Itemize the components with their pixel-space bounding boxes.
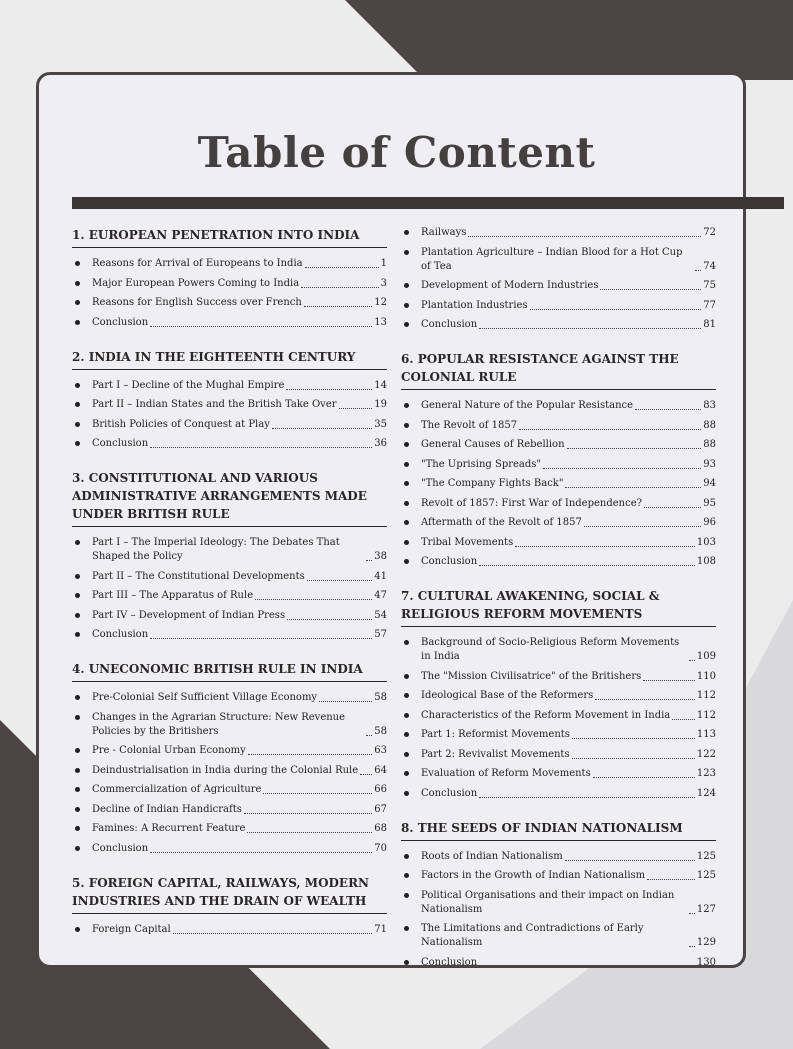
bullet-icon xyxy=(404,230,409,235)
entry-page-number: 19 xyxy=(374,399,387,410)
entry-page-number: 93 xyxy=(703,458,716,470)
bullet-icon xyxy=(404,854,409,859)
bullet-icon xyxy=(75,320,80,325)
dot-leader xyxy=(366,735,372,736)
entry-title: Part IV – Development of Indian Press xyxy=(92,609,286,621)
toc-entry[interactable] xyxy=(401,767,716,781)
bullet-icon xyxy=(75,927,80,932)
entry-page-number: 3 xyxy=(380,277,387,289)
bullet-icon xyxy=(75,768,80,773)
dot-leader xyxy=(479,328,701,329)
dot-leader xyxy=(150,447,372,448)
bullet-icon xyxy=(404,462,409,467)
toc-section xyxy=(401,226,716,332)
entry-page-number: 58 xyxy=(374,692,387,703)
dot-leader xyxy=(515,546,695,547)
bullet-icon xyxy=(75,807,80,812)
dot-leader xyxy=(479,565,695,566)
entry-title: Decline of Indian Handicrafts xyxy=(92,803,242,815)
entry-title: Major European Powers Coming to India xyxy=(92,277,300,289)
bullet-icon xyxy=(404,674,409,679)
dot-leader xyxy=(319,701,372,702)
dot-leader xyxy=(647,879,695,880)
entry-title: Conclusion xyxy=(92,629,149,640)
bullet-icon xyxy=(75,383,80,388)
bullet-icon xyxy=(404,640,409,645)
toc-entry[interactable] xyxy=(401,728,716,742)
entry-title: Factors in the Growth of Indian Nationalism xyxy=(421,870,646,881)
toc-entry[interactable] xyxy=(401,516,716,530)
entry-title: Tribal Movements xyxy=(421,536,514,548)
dot-leader xyxy=(689,660,695,661)
entry-page-number: 58 xyxy=(374,725,387,737)
toc-entry[interactable] xyxy=(401,889,716,917)
toc-entry[interactable] xyxy=(401,419,716,433)
entry-title: Deindustrialisation in India during the Colonial Rule xyxy=(92,764,359,776)
toc-entry[interactable] xyxy=(401,458,716,472)
dot-leader xyxy=(643,680,695,681)
entry-page-number: 83 xyxy=(703,400,716,411)
bullet-icon xyxy=(75,261,80,266)
bullet-icon xyxy=(404,693,409,698)
page-title: Table of Content xyxy=(197,128,596,177)
dot-leader xyxy=(247,832,372,833)
entry-page-number: 1 xyxy=(380,258,387,269)
bullet-icon xyxy=(404,873,409,878)
bullet-icon xyxy=(404,423,409,428)
toc-section xyxy=(72,469,387,642)
bullet-icon xyxy=(75,632,80,637)
dot-leader xyxy=(150,326,372,327)
toc-entry[interactable] xyxy=(401,299,716,313)
entry-page-number: 47 xyxy=(374,590,387,601)
entry-title: Plantation Industries xyxy=(421,299,528,311)
bullet-icon xyxy=(404,540,409,545)
toc-entry[interactable] xyxy=(401,246,716,274)
toc-entry[interactable] xyxy=(401,787,716,801)
dot-leader xyxy=(695,270,701,271)
bullet-icon xyxy=(404,791,409,796)
entry-title: Pre - Colonial Urban Economy xyxy=(92,745,246,756)
section-heading: 2. INDIA IN THE EIGHTEENTH CENTURY xyxy=(72,348,387,370)
entry-title: Characteristics of the Reform Movement in India xyxy=(421,709,671,721)
entry-page-number: 112 xyxy=(696,709,716,721)
entry-title: "The Uprising Spreads" xyxy=(421,458,542,470)
toc-entry[interactable] xyxy=(401,922,716,950)
toc-entry[interactable] xyxy=(401,956,716,970)
entry-title: Reasons for Arrival of Europeans to India xyxy=(92,258,303,269)
entry-title: Conclusion xyxy=(92,438,149,449)
entry-page-number: 130 xyxy=(696,956,716,968)
dot-leader xyxy=(543,468,701,469)
dot-leader xyxy=(150,852,372,853)
toc-entry[interactable] xyxy=(72,536,387,564)
entry-page-number: 77 xyxy=(703,299,716,311)
toc-entry[interactable] xyxy=(72,822,387,836)
toc-right-column xyxy=(401,226,716,988)
toc-entry[interactable] xyxy=(72,764,387,778)
entry-page-number: 70 xyxy=(374,842,387,854)
bullet-icon xyxy=(75,300,80,305)
dot-leader xyxy=(468,236,701,237)
entry-title: British Policies of Conquest at Play xyxy=(92,418,270,430)
entry-title: Part II – The Constitutional Developments xyxy=(92,570,305,582)
bullet-icon xyxy=(404,322,409,327)
toc-section xyxy=(401,587,716,801)
toc-entry[interactable] xyxy=(72,257,387,271)
bullet-icon xyxy=(404,732,409,737)
entry-title: Conclusion xyxy=(92,842,149,854)
entry-title: Part 2: Revivalist Movements xyxy=(421,748,570,760)
toc-entry[interactable] xyxy=(72,296,387,310)
entry-page-number: 57 xyxy=(374,629,387,640)
dot-leader xyxy=(689,946,695,947)
toc-section xyxy=(72,226,387,330)
entry-page-number: 74 xyxy=(703,260,716,272)
entry-title: Part III – The Apparatus of Rule xyxy=(92,590,254,601)
toc-entry[interactable] xyxy=(401,318,716,332)
entry-page-number: 64 xyxy=(374,764,387,776)
bullet-icon xyxy=(75,593,80,598)
bullet-icon xyxy=(404,442,409,447)
section-heading: 8. THE SEEDS OF INDIAN NATIONALISM xyxy=(401,819,716,841)
entry-title: Ideological Base of the Reformers xyxy=(421,690,594,701)
toc-entry[interactable] xyxy=(72,316,387,330)
toc-left-column xyxy=(72,226,387,955)
toc-entry[interactable] xyxy=(72,277,387,291)
toc-entry[interactable] xyxy=(72,783,387,797)
toc-entry[interactable] xyxy=(401,497,716,511)
toc-entry[interactable] xyxy=(401,670,716,684)
entry-page-number: 125 xyxy=(696,850,716,862)
entry-title: Political Organisations and their impact on Indian Nationalism xyxy=(421,889,675,915)
dot-leader xyxy=(565,860,695,861)
entry-title: Conclusion xyxy=(421,556,478,567)
entry-page-number: 14 xyxy=(374,379,387,391)
dot-leader xyxy=(689,913,695,914)
entry-title: Revolt of 1857: First War of Independence? xyxy=(421,497,642,509)
entry-title: Conclusion xyxy=(92,316,149,328)
toc-entry[interactable] xyxy=(401,555,716,569)
bullet-icon xyxy=(75,715,80,720)
dot-leader xyxy=(244,813,372,814)
entry-page-number: 88 xyxy=(703,439,716,450)
toc-entry[interactable] xyxy=(72,842,387,856)
bullet-icon xyxy=(404,771,409,776)
entry-page-number: 63 xyxy=(374,745,387,756)
entry-page-number: 95 xyxy=(703,497,716,509)
dot-leader xyxy=(519,429,701,430)
entry-page-number: 112 xyxy=(696,690,716,701)
entry-page-number: 129 xyxy=(696,937,716,948)
bullet-icon xyxy=(75,613,80,618)
entry-title: The "Mission Civilisatrice" of the Britishers xyxy=(421,670,642,682)
dot-leader xyxy=(248,754,373,755)
section-heading: 3. CONSTITUTIONAL AND VARIOUS ADMINISTRATIVE ARRANGEMENTS MADE UNDER BRITISH RULE xyxy=(72,469,387,527)
entry-page-number: 88 xyxy=(703,419,716,431)
toc-entry[interactable] xyxy=(72,398,387,412)
entry-title: General Causes of Rebellion xyxy=(421,439,565,450)
bullet-icon xyxy=(404,893,409,898)
entry-title: The Revolt of 1857 xyxy=(421,419,518,431)
toc-entry[interactable] xyxy=(72,589,387,603)
entry-title: Famines: A Recurrent Feature xyxy=(92,823,246,834)
entry-page-number: 38 xyxy=(374,551,387,562)
entry-title: Part I – The Imperial Ideology: The Debates That Shaped the Policy xyxy=(92,537,340,562)
entry-page-number: 122 xyxy=(696,748,716,760)
toc-section xyxy=(72,874,387,937)
entry-title: "The Company Fights Back" xyxy=(421,478,564,489)
entry-page-number: 75 xyxy=(703,280,716,291)
entry-page-number: 109 xyxy=(696,651,716,662)
entry-page-number: 123 xyxy=(696,768,716,779)
toc-entry[interactable] xyxy=(72,803,387,817)
entry-page-number: 36 xyxy=(374,438,387,449)
entry-page-number: 67 xyxy=(374,803,387,815)
entry-page-number: 81 xyxy=(703,319,716,330)
dot-leader xyxy=(572,758,695,759)
entry-page-number: 108 xyxy=(696,556,716,567)
bullet-icon xyxy=(404,559,409,564)
entry-title: Conclusion xyxy=(421,787,478,799)
entry-title: Foreign Capital xyxy=(92,923,171,935)
entry-page-number: 110 xyxy=(696,670,716,682)
entry-title: General Nature of the Popular Resistance xyxy=(421,400,634,411)
dot-leader xyxy=(150,638,372,639)
dot-leader xyxy=(255,599,372,600)
dot-leader xyxy=(644,507,701,508)
bullet-icon xyxy=(404,303,409,308)
bullet-icon xyxy=(404,481,409,486)
entry-title: Development of Modern Industries xyxy=(421,280,599,291)
dot-leader xyxy=(672,719,695,720)
entry-page-number: 124 xyxy=(696,787,716,799)
bullet-icon xyxy=(75,748,80,753)
bullet-icon xyxy=(404,713,409,718)
bullet-icon xyxy=(75,540,80,545)
dot-leader xyxy=(565,487,701,488)
toc-entry[interactable] xyxy=(401,709,716,723)
entry-page-number: 68 xyxy=(374,823,387,834)
dot-leader xyxy=(584,526,701,527)
section-heading: 5. FOREIGN CAPITAL, RAILWAYS, MODERN INDUSTRIES AND THE DRAIN OF WEALTH xyxy=(72,874,387,914)
dot-leader xyxy=(635,409,701,410)
dot-leader xyxy=(287,619,372,620)
bullet-icon xyxy=(75,846,80,851)
toc-entry[interactable] xyxy=(401,636,716,664)
section-heading: 4. UNECONOMIC BRITISH RULE IN INDIA xyxy=(72,660,387,682)
bullet-icon xyxy=(75,574,80,579)
entry-title: Changes in the Agrarian Structure: New Revenue Policies by the Britishers xyxy=(92,711,346,737)
toc-entry[interactable] xyxy=(72,923,387,937)
toc-section xyxy=(401,350,716,569)
dot-leader xyxy=(572,738,695,739)
entry-page-number: 71 xyxy=(374,923,387,935)
toc-entry[interactable] xyxy=(401,850,716,864)
toc-entry[interactable] xyxy=(401,689,716,703)
entry-page-number: 13 xyxy=(374,316,387,328)
dot-leader xyxy=(272,428,372,429)
toc-entry[interactable] xyxy=(401,279,716,293)
toc-entry[interactable] xyxy=(401,477,716,491)
dot-leader xyxy=(307,580,373,581)
bullet-icon xyxy=(75,422,80,427)
toc-entry[interactable] xyxy=(401,869,716,883)
toc-entry[interactable] xyxy=(72,628,387,642)
bullet-icon xyxy=(75,441,80,446)
dot-leader xyxy=(263,793,372,794)
bullet-icon xyxy=(404,501,409,506)
bullet-icon xyxy=(404,520,409,525)
entry-title: Background of Socio-Religious Reform Movements in India xyxy=(421,637,680,662)
dot-leader xyxy=(301,287,378,288)
entry-title: Plantation Agriculture – Indian Blood for a Hot Cup of Tea xyxy=(421,246,683,272)
toc-entry[interactable] xyxy=(401,399,716,413)
dot-leader xyxy=(304,306,372,307)
toc-entry[interactable] xyxy=(72,437,387,451)
toc-entry[interactable] xyxy=(401,438,716,452)
title-divider xyxy=(72,197,784,209)
bullet-icon xyxy=(75,826,80,831)
entry-page-number: 72 xyxy=(703,227,716,238)
entry-title: Commercialization of Agriculture xyxy=(92,784,262,795)
entry-page-number: 96 xyxy=(703,517,716,528)
dot-leader xyxy=(360,774,372,775)
entry-title: Part 1: Reformist Movements xyxy=(421,729,570,740)
bullet-icon xyxy=(404,403,409,408)
bullet-icon xyxy=(75,281,80,286)
bullet-icon xyxy=(404,926,409,931)
entry-page-number: 103 xyxy=(696,536,716,548)
entry-title: Part I – Decline of the Mughal Empire xyxy=(92,379,285,391)
bullet-icon xyxy=(75,402,80,407)
toc-section xyxy=(401,819,716,970)
entry-page-number: 54 xyxy=(374,609,387,621)
toc-entry[interactable] xyxy=(72,379,387,393)
dot-leader xyxy=(593,777,695,778)
toc-entry[interactable] xyxy=(72,570,387,584)
toc-entry[interactable] xyxy=(72,691,387,705)
dot-leader xyxy=(530,309,702,310)
entry-title: Pre-Colonial Self Sufficient Village Economy xyxy=(92,692,318,703)
bullet-icon xyxy=(404,250,409,255)
entry-page-number: 125 xyxy=(696,870,716,881)
dot-leader xyxy=(366,560,372,561)
entry-page-number: 127 xyxy=(696,903,716,915)
entry-page-number: 35 xyxy=(374,418,387,430)
toc-entry[interactable] xyxy=(401,226,716,240)
section-heading: 7. CULTURAL AWAKENING, SOCIAL & RELIGIOUS REFORM MOVEMENTS xyxy=(401,587,716,627)
toc-entry[interactable] xyxy=(72,744,387,758)
dot-leader xyxy=(339,408,373,409)
entry-title: Reasons for English Success over French xyxy=(92,297,302,308)
entry-title: Part II – Indian States and the British Take Over xyxy=(92,399,337,410)
toc-section xyxy=(72,348,387,452)
section-heading: 1. EUROPEAN PENETRATION INTO INDIA xyxy=(72,226,387,248)
dot-leader xyxy=(286,389,372,390)
bullet-icon xyxy=(75,695,80,700)
section-heading: 6. POPULAR RESISTANCE AGAINST THE COLONIAL RULE xyxy=(401,350,716,390)
toc-entry[interactable] xyxy=(401,536,716,550)
dot-leader xyxy=(305,267,379,268)
entry-title: The Limitations and Contradictions of Early Nationalism xyxy=(421,923,644,948)
bullet-icon xyxy=(404,752,409,757)
entry-page-number: 113 xyxy=(696,729,716,740)
entry-title: Aftermath of the Revolt of 1857 xyxy=(421,517,582,528)
entry-title: Conclusion xyxy=(421,956,478,968)
dot-leader xyxy=(173,933,373,934)
dot-leader xyxy=(595,699,695,700)
dot-leader xyxy=(479,797,695,798)
entry-page-number: 94 xyxy=(703,478,716,489)
entry-title: Evaluation of Reform Movements xyxy=(421,768,591,779)
toc-entry[interactable] xyxy=(401,748,716,762)
entry-page-number: 41 xyxy=(374,570,387,582)
entry-title: Railways xyxy=(421,227,467,238)
dot-leader xyxy=(567,448,702,449)
toc-entry[interactable] xyxy=(72,418,387,432)
bullet-icon xyxy=(404,960,409,965)
entry-title: Conclusion xyxy=(421,319,478,330)
bullet-icon xyxy=(75,787,80,792)
entry-page-number: 66 xyxy=(374,784,387,795)
entry-page-number: 12 xyxy=(374,297,387,308)
dot-leader xyxy=(479,966,695,967)
toc-entry[interactable] xyxy=(72,609,387,623)
toc-section xyxy=(72,660,387,856)
bullet-icon xyxy=(404,283,409,288)
toc-entry[interactable] xyxy=(72,711,387,739)
dot-leader xyxy=(600,289,701,290)
entry-title: Roots of Indian Nationalism xyxy=(421,850,563,862)
